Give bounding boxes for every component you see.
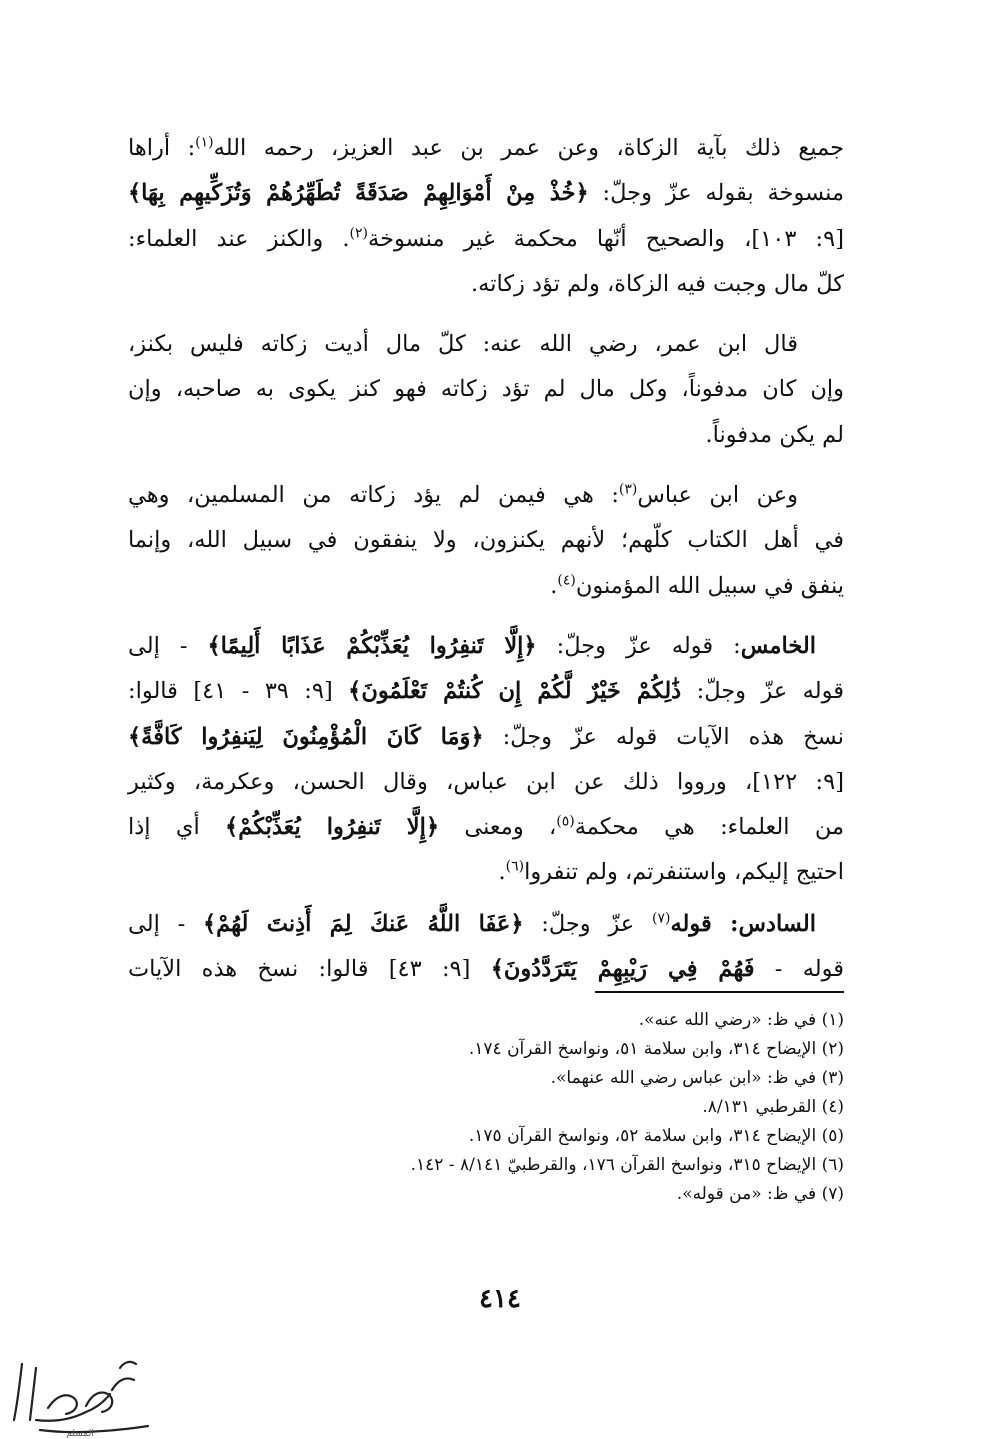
footnotes	[260, 1006, 844, 1209]
paragraph-ibn-abbas	[128, 473, 844, 609]
watermark-text: المسلم	[66, 1429, 94, 1439]
quran-verse: ﴿إِلَّا تَنفِرُوا يُعَذِّبْكُمْ عَذَابًا أَلِيمًا﴾	[207, 632, 537, 659]
text-line: ينفق في سبيل الله المؤمنون$^{(٤)}$.	[550, 572, 844, 599]
footnote-ref[interactable]: (٦)	[505, 858, 525, 875]
text-line: السادس: قوله$^{(٧)}$ عزّ وجلّ: ﴿عَفَا اللَّهُ عَنكَ لِمَ أَذِنتَ لَهُمْ﴾ - إلى	[128, 910, 816, 937]
text-line: احتيج إليكم، واستنفرتم، ولم تنفروا$^{(٦)}$.	[498, 858, 844, 886]
section-heading: السادس: قوله	[670, 910, 816, 937]
footnote-item: (٥) الإيضاح ٣١٤، وابن سلامة ٥٢، ونواسخ القرآن ١٧٥.	[468, 1126, 844, 1146]
text-line: وإن كان مدفوناً، وكل مال لم تؤد زكاته فهو كنز يكوى به صاحبه، وإن	[128, 376, 844, 403]
paragraph-sixth	[128, 902, 844, 993]
text-line: نسخ هذه الآيات قوله عزّ وجلّ: ﴿وَمَا كَانَ الْمُؤْمِنُونَ لِيَنفِرُوا كَافَّةً﴾	[128, 723, 844, 750]
text-line: الخامس: قوله عزّ وجلّ: ﴿إِلَّا تَنفِرُوا يُعَذِّبْكُمْ عَذَابًا أَلِيمًا﴾ - إلى	[128, 632, 816, 659]
paragraph-ibn-umar	[128, 322, 844, 458]
text-line: من العلماء: هي محكمة$^{(٥)}$، ومعنى ﴿إِلَّا تَنفِرُوا يُعَذِّبْكُمْ﴾ أي إذا	[128, 813, 844, 841]
quran-verse: ﴿إِلَّا تَنفِرُوا يُعَذِّبْكُمْ﴾	[225, 814, 440, 841]
footnote-divider	[595, 991, 844, 993]
paragraph-fifth	[128, 624, 844, 896]
footnote-ref[interactable]: (٣)	[618, 481, 638, 498]
section-heading: الخامس	[740, 632, 816, 659]
text-line: قوله - فَهُمْ فِي رَيْبِهِمْ يَتَرَدَّدُونَ﴾ [٩: ٤٣] قالوا: نسخ هذه الآيات	[128, 956, 844, 983]
text-line: لم يكن مدفوناً.	[705, 421, 844, 448]
main-text	[128, 126, 844, 998]
quran-verse: ذَٰلِكُمْ خَيْرٌ لَّكُمْ إِن كُنتُمْ تَعْلَمُونَ﴾	[348, 678, 682, 705]
page-number: ٤١٤	[479, 1284, 521, 1314]
footnote-item: (١) في ظ: «رضي الله عنه».	[638, 1010, 844, 1030]
footnote-item: (٢) الإيضاح ٣١٤، وابن سلامة ٥١، ونواسخ القرآن ١٧٤.	[468, 1039, 844, 1059]
calligraphy-watermark-icon	[0, 1350, 160, 1439]
text-line: قوله عزّ وجلّ: ذَٰلِكُمْ خَيْرٌ لَّكُمْ إِن كُنتُمْ تَعْلَمُونَ﴾ [٩: ٣٩ - ٤١] قالوا:	[128, 678, 844, 705]
quran-verse: ﴿عَفَا اللَّهُ عَنكَ لِمَ أَذِنتَ لَهُمْ﴾	[202, 910, 524, 937]
footnote-item: (٦) الإيضاح ٣١٥، ونواسخ القرآن ١٧٦، والقرطبيّ ٨/١٤١ - ١٤٢.	[410, 1155, 844, 1175]
footnote-ref[interactable]: (٥)	[556, 813, 575, 830]
footnote-item: (٤) القرطبي ٨/١٣١.	[702, 1097, 844, 1117]
text-line: قال ابن عمر، رضي الله عنه: كلّ مال أديت زكاته فليس بكنز،	[128, 331, 798, 358]
text-line: كلّ مال وجبت فيه الزكاة، ولم تؤد زكاته.	[471, 270, 844, 297]
footnote-ref[interactable]: (٤)	[557, 572, 576, 589]
paragraph-zakat-verse	[128, 126, 844, 307]
text-line: [٩: ١٠٣]، والصحيح أنّها محكمة غير منسوخة$^{(٢)}$. والكنز عند العلماء:	[128, 225, 844, 252]
quran-verse: ﴿وَمَا كَانَ الْمُؤْمِنُونَ لِيَنفِرُوا كَافَّةً﴾	[128, 723, 484, 750]
quran-verse: فَهُمْ فِي رَيْبِهِمْ يَتَرَدَّدُونَ﴾	[490, 956, 755, 983]
footnote-ref[interactable]: (٧)	[651, 910, 671, 927]
text-line: [٩: ١٢٢]، ورووا ذلك عن ابن عباس، وقال الحسن، وعكرمة، وكثير	[128, 768, 845, 795]
footnote-ref[interactable]: (٢)	[349, 225, 368, 242]
text-line: وعن ابن عباس$^{(٣)}$: هي فيمن لم يؤد زكاته من المسلمين، وهي	[128, 481, 798, 509]
text-line: منسوخة بقوله عزّ وجلّ: ﴿خُذْ مِنْ أَمْوَالِهِمْ صَدَقَةً تُطَهِّرُهُمْ وَتُزَكِّيهِم بِهَا﴾	[128, 180, 844, 207]
footnote-item: (٣) في ظ: «ابن عباس رضي الله عنهما».	[550, 1068, 844, 1088]
quran-verse: ﴿خُذْ مِنْ أَمْوَالِهِمْ صَدَقَةً تُطَهِّرُهُمْ وَتُزَكِّيهِم بِهَا﴾	[128, 180, 589, 207]
text-line: في أهل الكتاب كلّهم؛ لأنهم يكنزون، ولا ينفقون في سبيل الله، وإنما	[128, 527, 844, 554]
footnote-item: (٧) في ظ: «من قوله».	[676, 1184, 844, 1204]
footnote-ref[interactable]: (١)	[195, 134, 214, 151]
text-line: جميع ذلك بآية الزكاة، وعن عمر بن عبد العزيز، رحمه الله$^{(١)}$: أراها	[128, 134, 844, 161]
